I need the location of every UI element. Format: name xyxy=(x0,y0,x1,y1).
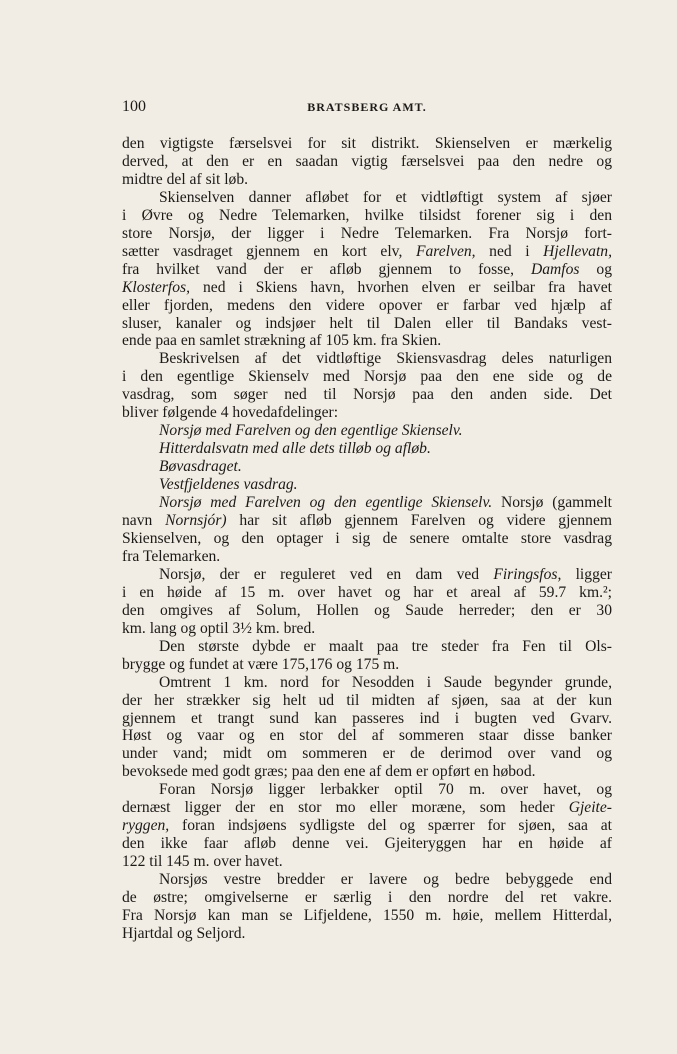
text-line xyxy=(122,584,612,602)
text-span: Hjartdal og Seljord. xyxy=(122,924,246,942)
text-span: ned i xyxy=(475,242,544,260)
text-line xyxy=(122,925,612,943)
text-line xyxy=(122,710,612,728)
text-line xyxy=(122,243,612,261)
text-line xyxy=(122,368,612,386)
page-header xyxy=(122,98,612,118)
text-span: ende paa en samlet strækning af 105 km. fra Skien. xyxy=(122,332,442,350)
text-span: Skienselven danner afløbet for et vidtløftigt system af sjøer xyxy=(159,188,612,206)
text-line xyxy=(122,386,612,404)
text-span: derved, at den er en saadan vigtig færselsvei paa den nedre og xyxy=(122,152,612,170)
text-line xyxy=(122,907,612,925)
text-line xyxy=(122,261,612,279)
text-span: Omtrent 1 km. nord for Nesodden i Saude begynder grunde, xyxy=(159,673,612,691)
text-span: Norsjø (gammelt xyxy=(492,494,612,512)
text-line xyxy=(122,153,612,171)
text-line xyxy=(122,225,612,243)
text-line xyxy=(122,332,612,350)
text-span: den ikke faar afløb denne vei. Gjeiteryggen har en høide af xyxy=(122,835,612,853)
text-span: den vigtigste færselsvei for sit distrikt. Skienselven er mærkelig xyxy=(122,135,612,152)
text-line xyxy=(122,745,612,763)
text-line xyxy=(122,494,612,512)
text-span: den omgives af Solum, Hollen og Saude herreder; den er 30 xyxy=(122,601,612,619)
text-line xyxy=(122,530,612,548)
text-line xyxy=(122,781,612,799)
text-span: de østre; omgivelserne er særlig i den nordre del ret vakre. xyxy=(122,889,612,907)
text-span: gjennem et trangt sund kan passeres ind i bugten ved Gvarv. xyxy=(122,709,612,727)
text-line xyxy=(122,692,612,710)
text-line xyxy=(122,889,612,907)
text-span: ned i Skiens havn, hvorhen elven er seilbar fra havet xyxy=(190,278,612,296)
section-list-item xyxy=(122,476,612,494)
text-span: eller fjorden, medens den videre opover er farbar ved hjælp af xyxy=(122,296,612,314)
italic-text: Damfos xyxy=(530,260,580,278)
text-span: Beskrivelsen af det vidtløftige Skiensvasdrag deles naturligen xyxy=(159,350,612,368)
text-span: ligger xyxy=(561,565,612,583)
text-span: Bøvasdraget. xyxy=(159,458,242,476)
text-span: Høst og vaar og en stor del af sommeren staar disse banker xyxy=(122,727,612,745)
text-span: midtre del af sit løb. xyxy=(122,170,249,188)
running-title: BRATSBERG AMT. xyxy=(307,100,427,114)
text-line xyxy=(122,763,612,781)
text-line xyxy=(122,602,612,620)
text-span: vasdrag, som søger ned til Norsjø paa den anden side. Det xyxy=(122,386,612,404)
italic-text: Firingsfos, xyxy=(493,565,562,583)
text-span: fra hvilket vand der er afløb gjennem to fosse, xyxy=(122,260,531,278)
text-span: Skienselven, og den optager i sig de senere omtalte store vasdrag xyxy=(122,529,612,547)
text-span: Fra Norsjø kan man se Lifjeldene, 1550 m. høie, mellem Hitterdal, xyxy=(122,906,612,924)
text-line xyxy=(122,189,612,207)
text-span: i den egentlige Skienselv med Norsjø paa den ene side og de xyxy=(122,368,612,386)
text-line xyxy=(122,297,612,315)
text-span: i en høide af 15 m. over havet og har et areal af 59.7 km.²; xyxy=(122,583,612,601)
italic-text: Norsjø med Farelven og den egentlige Skienselv. xyxy=(159,494,493,512)
text-line xyxy=(122,835,612,853)
text-line xyxy=(122,207,612,225)
text-span: Norsjø med Farelven og den egentlige Skienselv. xyxy=(159,422,463,440)
text-span: Norsjøs vestre bredder er lavere og bedre bebyggede end xyxy=(159,871,612,889)
text-span: bliver følgende 4 hovedafdelinger: xyxy=(122,404,339,422)
text-line xyxy=(122,279,612,297)
text-line xyxy=(122,135,612,153)
text-span: foran indsjøens sydligste del og spærrer for sjøen, saa at xyxy=(169,817,612,835)
section-list-item xyxy=(122,458,612,476)
text-span: dernæst ligger der en stor mo eller moræne, som heder xyxy=(122,799,569,817)
italic-text: Farelven, xyxy=(415,242,476,260)
text-span: bevoksede med godt græs; paa den ene af dem er opført en høbod. xyxy=(122,763,536,781)
text-line xyxy=(122,404,612,422)
italic-text: Hjellevatn, xyxy=(543,242,613,260)
text-span: 122 til 145 m. over havet. xyxy=(122,853,283,871)
text-line xyxy=(122,817,612,835)
text-span: Den største dybde er maalt paa tre steder fra Fen til Ols- xyxy=(159,637,612,655)
italic-text: Klosterfos, xyxy=(122,278,191,296)
text-span: navn xyxy=(122,512,166,530)
text-line xyxy=(122,566,612,584)
text-line xyxy=(122,656,612,674)
page-number: 100 xyxy=(122,98,146,115)
section-list-item xyxy=(122,440,612,458)
text-span: store Norsjø, der ligger i Nedre Telemarken. Fra Norsjø fort- xyxy=(122,224,612,242)
italic-text: ryggen, xyxy=(122,817,170,835)
text-span: Vestfjeldenes vasdrag. xyxy=(159,476,298,494)
text-span: der her strækker sig helt ud til midten af sjøen, saa at der kun xyxy=(122,691,612,709)
section-list-item xyxy=(122,422,612,440)
text-span: sætter vasdraget gjennem en kort elv, xyxy=(122,242,416,260)
text-line xyxy=(122,727,612,745)
text-span: sluser, kanaler og indsjøer helt til Dalen eller til Bandaks vest- xyxy=(122,314,612,332)
text-span: i Øvre og Nedre Telemarken, hvilke tilsidst forener sig i den xyxy=(122,206,612,224)
text-span: under vand; midt om sommeren er de derimod over vand og xyxy=(122,745,612,763)
text-line xyxy=(122,638,612,656)
text-line xyxy=(122,799,612,817)
text-line xyxy=(122,315,612,333)
text-span: og xyxy=(579,260,612,278)
text-span: brygge og fundet at være 175,176 og 175 m. xyxy=(122,655,400,673)
italic-text: Nornsjór) xyxy=(165,512,227,530)
italic-text: Gjeite- xyxy=(568,799,612,817)
text-line xyxy=(122,350,612,368)
text-line xyxy=(122,871,612,889)
text-line xyxy=(122,512,612,530)
text-line xyxy=(122,620,612,638)
text-line xyxy=(122,853,612,871)
text-line xyxy=(122,171,612,189)
text-span: km. lang og optil 3½ km. bred. xyxy=(122,619,316,637)
text-line xyxy=(122,674,612,692)
body-text xyxy=(122,135,612,943)
text-line xyxy=(122,548,612,566)
text-span: Norsjø, der er reguleret ved en dam ved xyxy=(159,565,494,583)
text-span: har sit afløb gjennem Farelven og videre gjennem xyxy=(226,512,612,530)
text-span: Foran Norsjø ligger lerbakker optil 70 m. over havet, og xyxy=(159,781,612,799)
text-span: fra Telemarken. xyxy=(122,547,221,565)
text-span: Hitterdalsvatn med alle dets tilløb og afløb. xyxy=(159,440,431,458)
